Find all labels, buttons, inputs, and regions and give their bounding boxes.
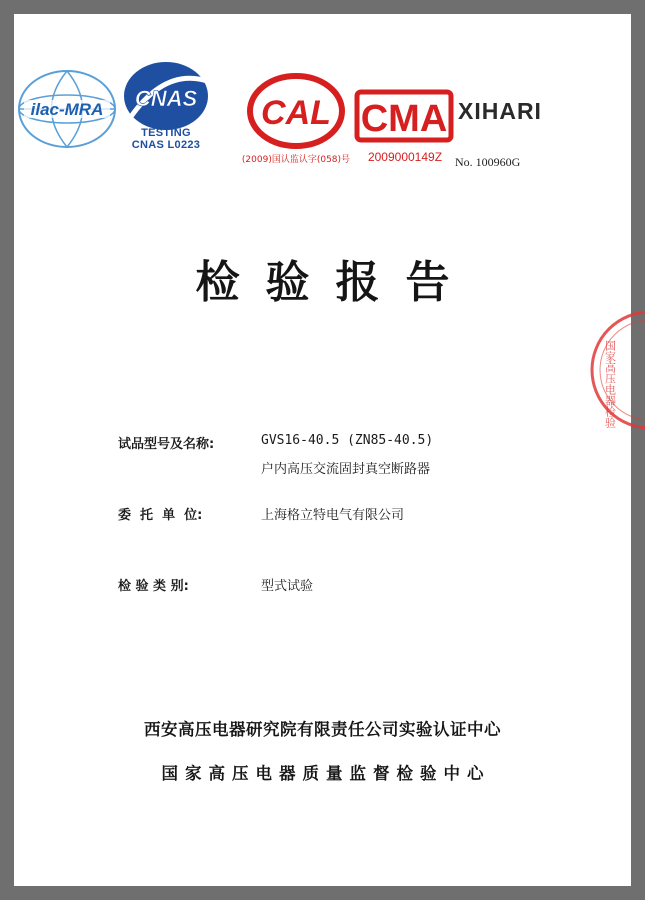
- cma-logo: [354, 88, 454, 144]
- field-value-sample-name: 户内高压交流固封真空断路器: [261, 462, 431, 477]
- report-title: 检验报告: [195, 257, 476, 308]
- report-number: No. 100960G: [455, 155, 521, 169]
- seal-text: 国家高压电器检验: [603, 340, 617, 428]
- cnas-mark-text: CNAS: [134, 86, 198, 111]
- cal-mark-text: CAL: [261, 94, 331, 132]
- field-label-sample-model: 试品型号及名称:: [118, 437, 215, 452]
- cnas-number-label: CNAS L0223: [131, 139, 201, 151]
- field-value-test-type: 型式试验: [261, 579, 314, 594]
- field-value-sample-model: GVS16-40.5 (ZN85-40.5): [261, 433, 434, 448]
- field-value-client: 上海格立特电气有限公司: [261, 508, 405, 523]
- red-seal-stamp: [588, 300, 645, 440]
- cnas-testing-label: TESTING: [141, 127, 191, 139]
- ilac-mra-logo: [14, 66, 120, 152]
- ilac-mra-text: ilac-MRA: [30, 100, 104, 119]
- cal-caption: (2009)国认监认字(058)号: [241, 155, 351, 165]
- field-label-client: 委 托 单 位:: [118, 508, 203, 523]
- cnas-caption: [112, 127, 220, 151]
- field-label-test-type: 检 验 类 别:: [118, 579, 189, 594]
- xihari-brand: XIHARI: [458, 98, 542, 124]
- cal-logo: [246, 72, 346, 150]
- national-center: 国家高压电器质量监督检验中心: [161, 764, 491, 783]
- issuing-organization: 西安高压电器研究院有限责任公司实验认证中心: [144, 720, 501, 739]
- cma-mark-text: CMA: [360, 98, 448, 140]
- cma-number: 2009000149Z: [367, 150, 443, 164]
